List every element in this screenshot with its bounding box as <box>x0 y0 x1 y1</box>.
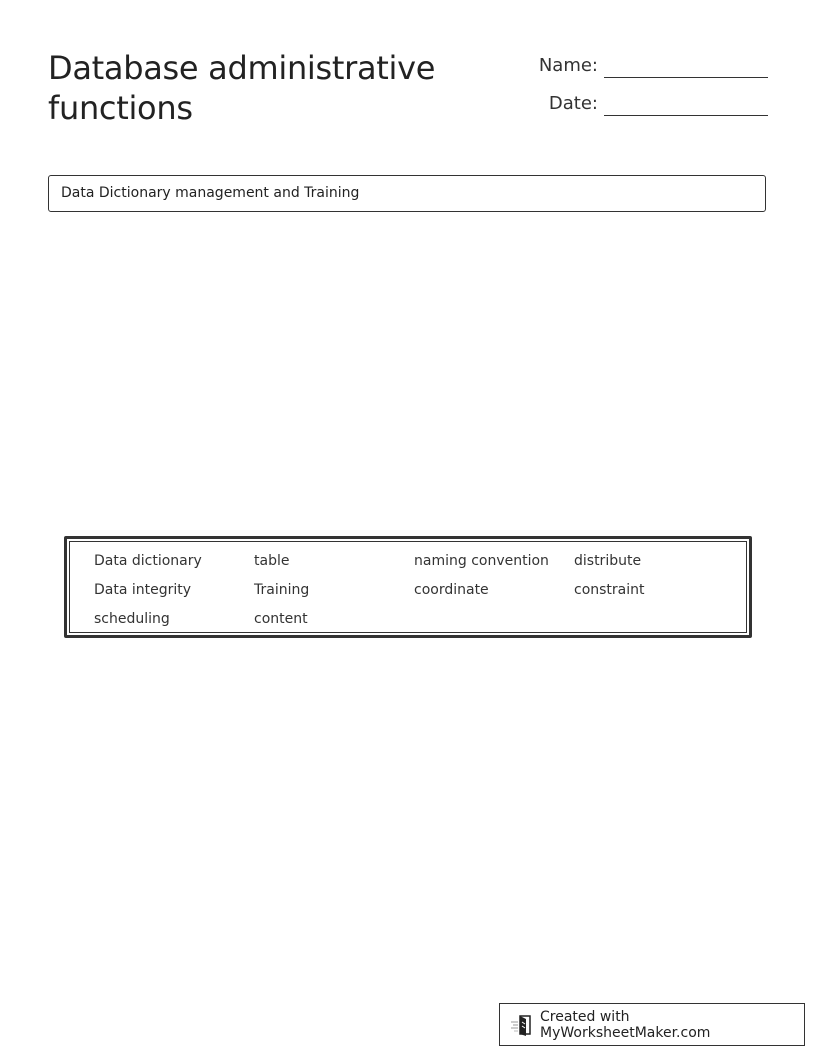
name-label: Name: <box>538 55 598 76</box>
word-bank-item: naming convention <box>414 553 549 569</box>
word-bank-item: coordinate <box>414 582 489 598</box>
word-bank-item: constraint <box>574 582 645 598</box>
instructions-box: Data Dictionary management and Training <box>48 175 766 212</box>
word-bank-item: content <box>254 611 308 627</box>
date-blank-line[interactable] <box>604 89 768 116</box>
word-bank-item: Training <box>254 582 310 598</box>
created-with-badge[interactable] <box>499 1003 805 1046</box>
date-field <box>500 88 768 116</box>
word-bank-item: scheduling <box>94 611 170 627</box>
page-title: Database administrative functions <box>48 49 436 127</box>
worksheet-maker-logo-icon <box>510 1014 534 1036</box>
date-label: Date: <box>548 93 598 114</box>
word-bank-item: Data dictionary <box>94 553 202 569</box>
created-with-text: Created with MyWorksheetMaker.com <box>540 1008 711 1041</box>
name-field <box>500 50 768 78</box>
name-blank-line[interactable] <box>604 51 768 78</box>
word-bank-item: Data integrity <box>94 582 192 598</box>
word-bank-inner-frame <box>69 541 747 633</box>
word-bank <box>64 536 752 638</box>
word-bank-item: distribute <box>574 553 642 569</box>
word-bank-item: table <box>254 553 290 569</box>
